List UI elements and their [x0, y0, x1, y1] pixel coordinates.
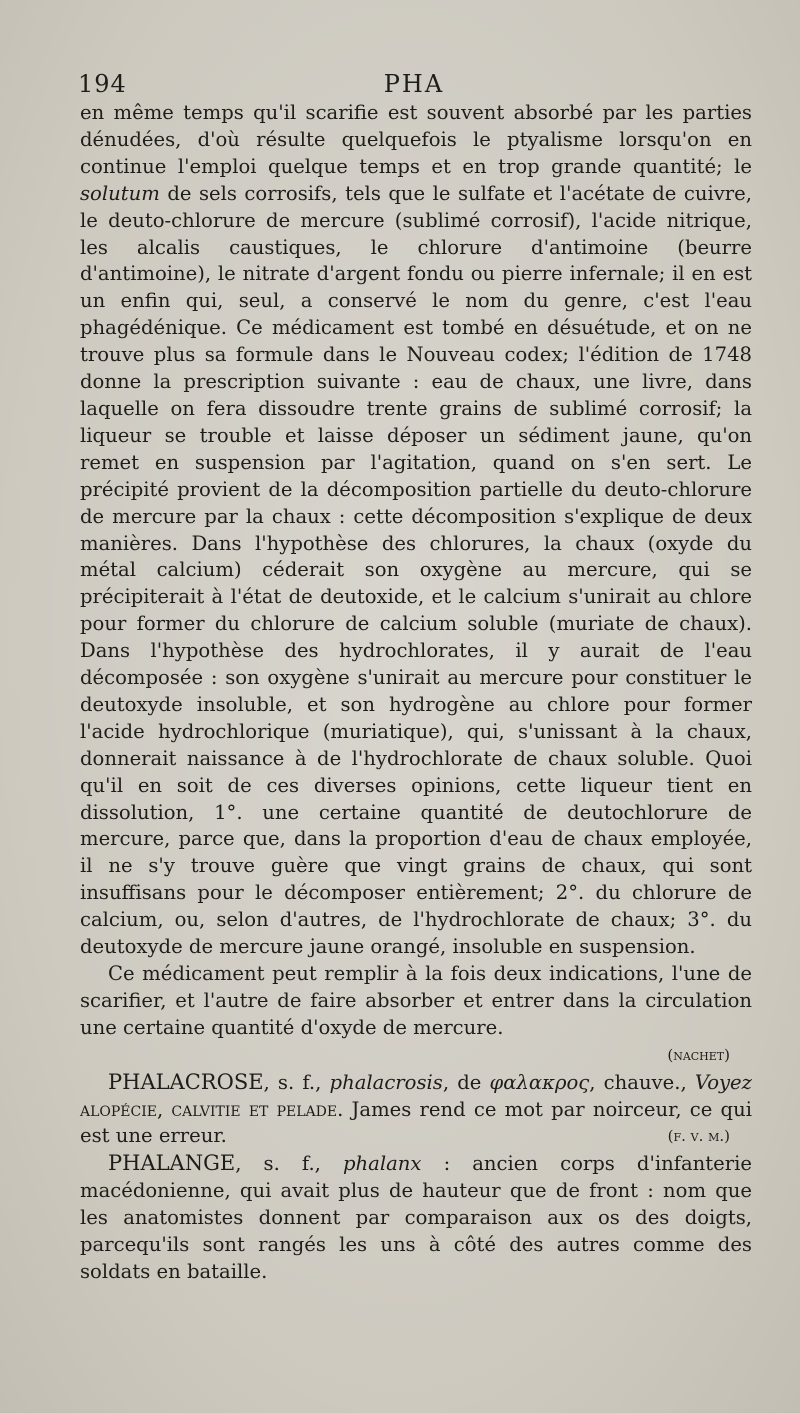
author-signature: (f. v. m.): [667, 1127, 730, 1146]
dictionary-entry: PHALANGE, s. f., phalanx : ancien corps d'infanterie macédonienne, qui avait plus de hauteur que de front : nom que les anatomistes donnent par comparaison aux os des doigts, parcequ'ils sont rangés les uns à côté des autres comme des soldats en bataille.: [80, 1151, 752, 1283]
latin-term: phalanx: [343, 1152, 422, 1176]
author-signature: (nachet): [667, 1045, 730, 1064]
cross-ref-label: Voyez: [694, 1070, 752, 1094]
entry-headword: PHALANGE: [108, 1151, 236, 1176]
article-paragraph: Ce médicament peut remplir à la fois deux indications, l'une de scarifier, et l'autre de faire absorber et entrer dans la circulation une certaine quantité d'oxyde de mercure.: [80, 962, 752, 1039]
cross-references: alopécie, calvitie et pelade.: [80, 1097, 344, 1121]
page-header: [78, 68, 750, 100]
dictionary-entry: PHALACROSE, s. f., phalacrosis, de φαλακρος, chauve., Voyez alopécie, calvitie et pelade. James rend ce mot par noirceur, ce qui est une erreur. (f. v. m.): [80, 1069, 752, 1151]
greek-term: φαλακρος: [489, 1070, 590, 1094]
page-body: [80, 100, 752, 1286]
entry-headword: PHALACROSE: [108, 1069, 264, 1094]
page-number: 194: [78, 70, 127, 98]
running-head: PHA: [383, 70, 445, 98]
article-paragraph: en même temps qu'il scarifie est souvent absorbé par les parties dénudées, d'où résulte quelquefois le ptyalisme lorsqu'on en continue l'emploi quelque temps et en trop grande quantité; le solutum de sels corrosifs, tels que le sulfate et l'acétate de cuivre, le deuto-chlorure de mercure (sublimé corrosif), l'acide nitrique, les alcalis caustiques, le chlorure d'antimoine (beurre d'antimoine), le nitrate d'argent fondu ou pierre infernale; il en est un enfin qui, seul, a conservé le nom du genre, c'est l'eau phagédénique. Ce médicament est tombé en désuétude, et on ne trouve plus sa formule dans le Nouveau codex; l'édition de 1748 donne la prescription suivante : eau de chaux, une livre, dans laquelle on fera dissoudre trente grains de sublimé corrosif; la liqueur se trouble et laisse déposer un sédiment jaune, qu'on remet en suspension par l'agitation, quand on s'en sert. Le précipité provient de la décomposition partielle du deuto-chlorure de mercure par la chaux : cette décomposition s'explique de deux manières. Dans l'hypothèse des chlorures, la chaux (oxyde du métal calcium) céderait son oxygène au mercure, qui se précipiterait à l'état de deutoxide, et le calcium s'unirait au chlore pour former du chlorure de calcium soluble (muriate de chaux). Dans l'hypothèse des hydrochlorates, il y aurait de l'eau décomposée : son oxygène s'unirait au mercure pour constituer le deutoxyde insoluble, et son hydrogène au chlore pour former l'acide hydrochlorique (muriatique), qui, s'unissant à la chaux, donnerait naissance à de l'hydrochlorate de chaux soluble. Quoi qu'il en soit de ces diverses opinions, cette liqueur tient en dissolution, 1°. une certaine quantité de deutochlorure de mercure, parce que, dans la proportion d'eau de chaux employée, il ne s'y trouve guère que vingt grains de chaux, qui sont insuffisans pour le décomposer entièrement; 2°. du chlorure de calcium, ou, selon d'autres, de l'hydrochlorate de chaux; 3°. du deutoxyde de mercure jaune orangé, insoluble en suspension.: [80, 101, 752, 959]
latin-term: phalacrosis: [329, 1070, 443, 1094]
italic-term: solutum: [80, 181, 160, 205]
